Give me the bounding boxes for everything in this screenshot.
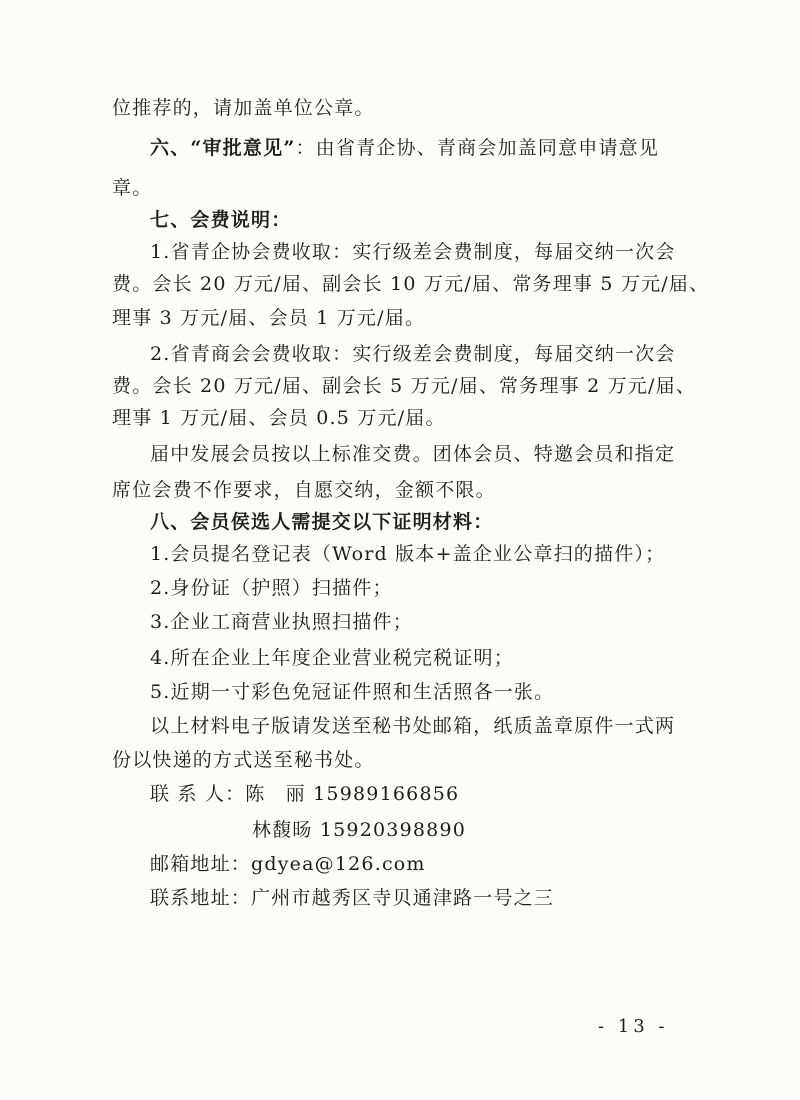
section-8-heading: 八、会员侯选人需提交以下证明材料： <box>150 511 494 533</box>
text-line: 章。 <box>112 177 153 199</box>
section-7-heading: 七、会费说明： <box>150 209 292 231</box>
list-item: 5.近期一寸彩色免冠证件照和生活照各一张。 <box>150 681 555 703</box>
text-line: 位推荐的，请加盖单位公章。 <box>112 97 375 119</box>
email-address: gdyea@126.com <box>251 853 426 875</box>
contact-person-1: 陈 丽 <box>245 783 306 805</box>
text-line: 席位会费不作要求，自愿交纳，金额不限。 <box>112 479 496 501</box>
email-label: 邮箱地址： <box>150 853 252 875</box>
contact-phone-2: 15920398890 <box>319 819 467 841</box>
text-line: 份以快递的方式送至秘书处。 <box>112 749 375 771</box>
list-item: 1.会员提名登记表（Word 版本+盖企业公章扫的描件）； <box>150 543 666 565</box>
list-item: 4.所在企业上年度企业营业税完税证明； <box>150 647 514 669</box>
text-line: 费。会长 20 万元/届、副会长 10 万元/届、常务理事 5 万元/届、 <box>112 273 710 295</box>
text-line: 2.省青商会会费收取：实行级差会费制度，每届交纳一次会 <box>150 343 676 365</box>
contact-label: 联 系 人： <box>150 783 246 805</box>
address-row <box>150 884 710 912</box>
contact-phone-1: 15989166856 <box>313 783 460 805</box>
text-line: 理事 3 万元/届、会员 1 万元/届。 <box>112 307 426 329</box>
email-row <box>150 850 710 878</box>
text-line: 费。会长 20 万元/届、副会长 5 万元/届、常务理事 2 万元/届、 <box>112 375 696 397</box>
list-item: 3.企业工商营业执照扫描件； <box>150 611 413 633</box>
contact-row-2 <box>252 816 800 844</box>
text-line: 1.省青企协会费收取：实行级差会费制度，每届交纳一次会 <box>150 241 676 263</box>
list-item: 2.身份证（护照）扫描件； <box>150 577 393 599</box>
contact-person-2: 林馥旸 <box>252 819 313 841</box>
section-6-heading: 六、“审批意见” <box>150 137 296 159</box>
address-label: 联系地址： <box>150 887 252 909</box>
text-line: 理事 1 万元/届、会员 0.5 万元/届。 <box>112 407 446 429</box>
section-6-text: ：由省青企协、青商会加盖同意申请意见 <box>295 137 660 159</box>
contact-row <box>150 780 710 808</box>
address-text: 广州市越秀区寺贝通津路一号之三 <box>251 887 555 909</box>
text-line: 以上材料电子版请发送至秘书处邮箱，纸质盖章原件一式两 <box>150 715 676 737</box>
section-6-line <box>150 134 710 162</box>
page-number: - 13 - <box>598 1016 669 1037</box>
text-line: 届中发展会员按以上标准交费。团体会员、特邀会员和指定 <box>150 443 676 465</box>
